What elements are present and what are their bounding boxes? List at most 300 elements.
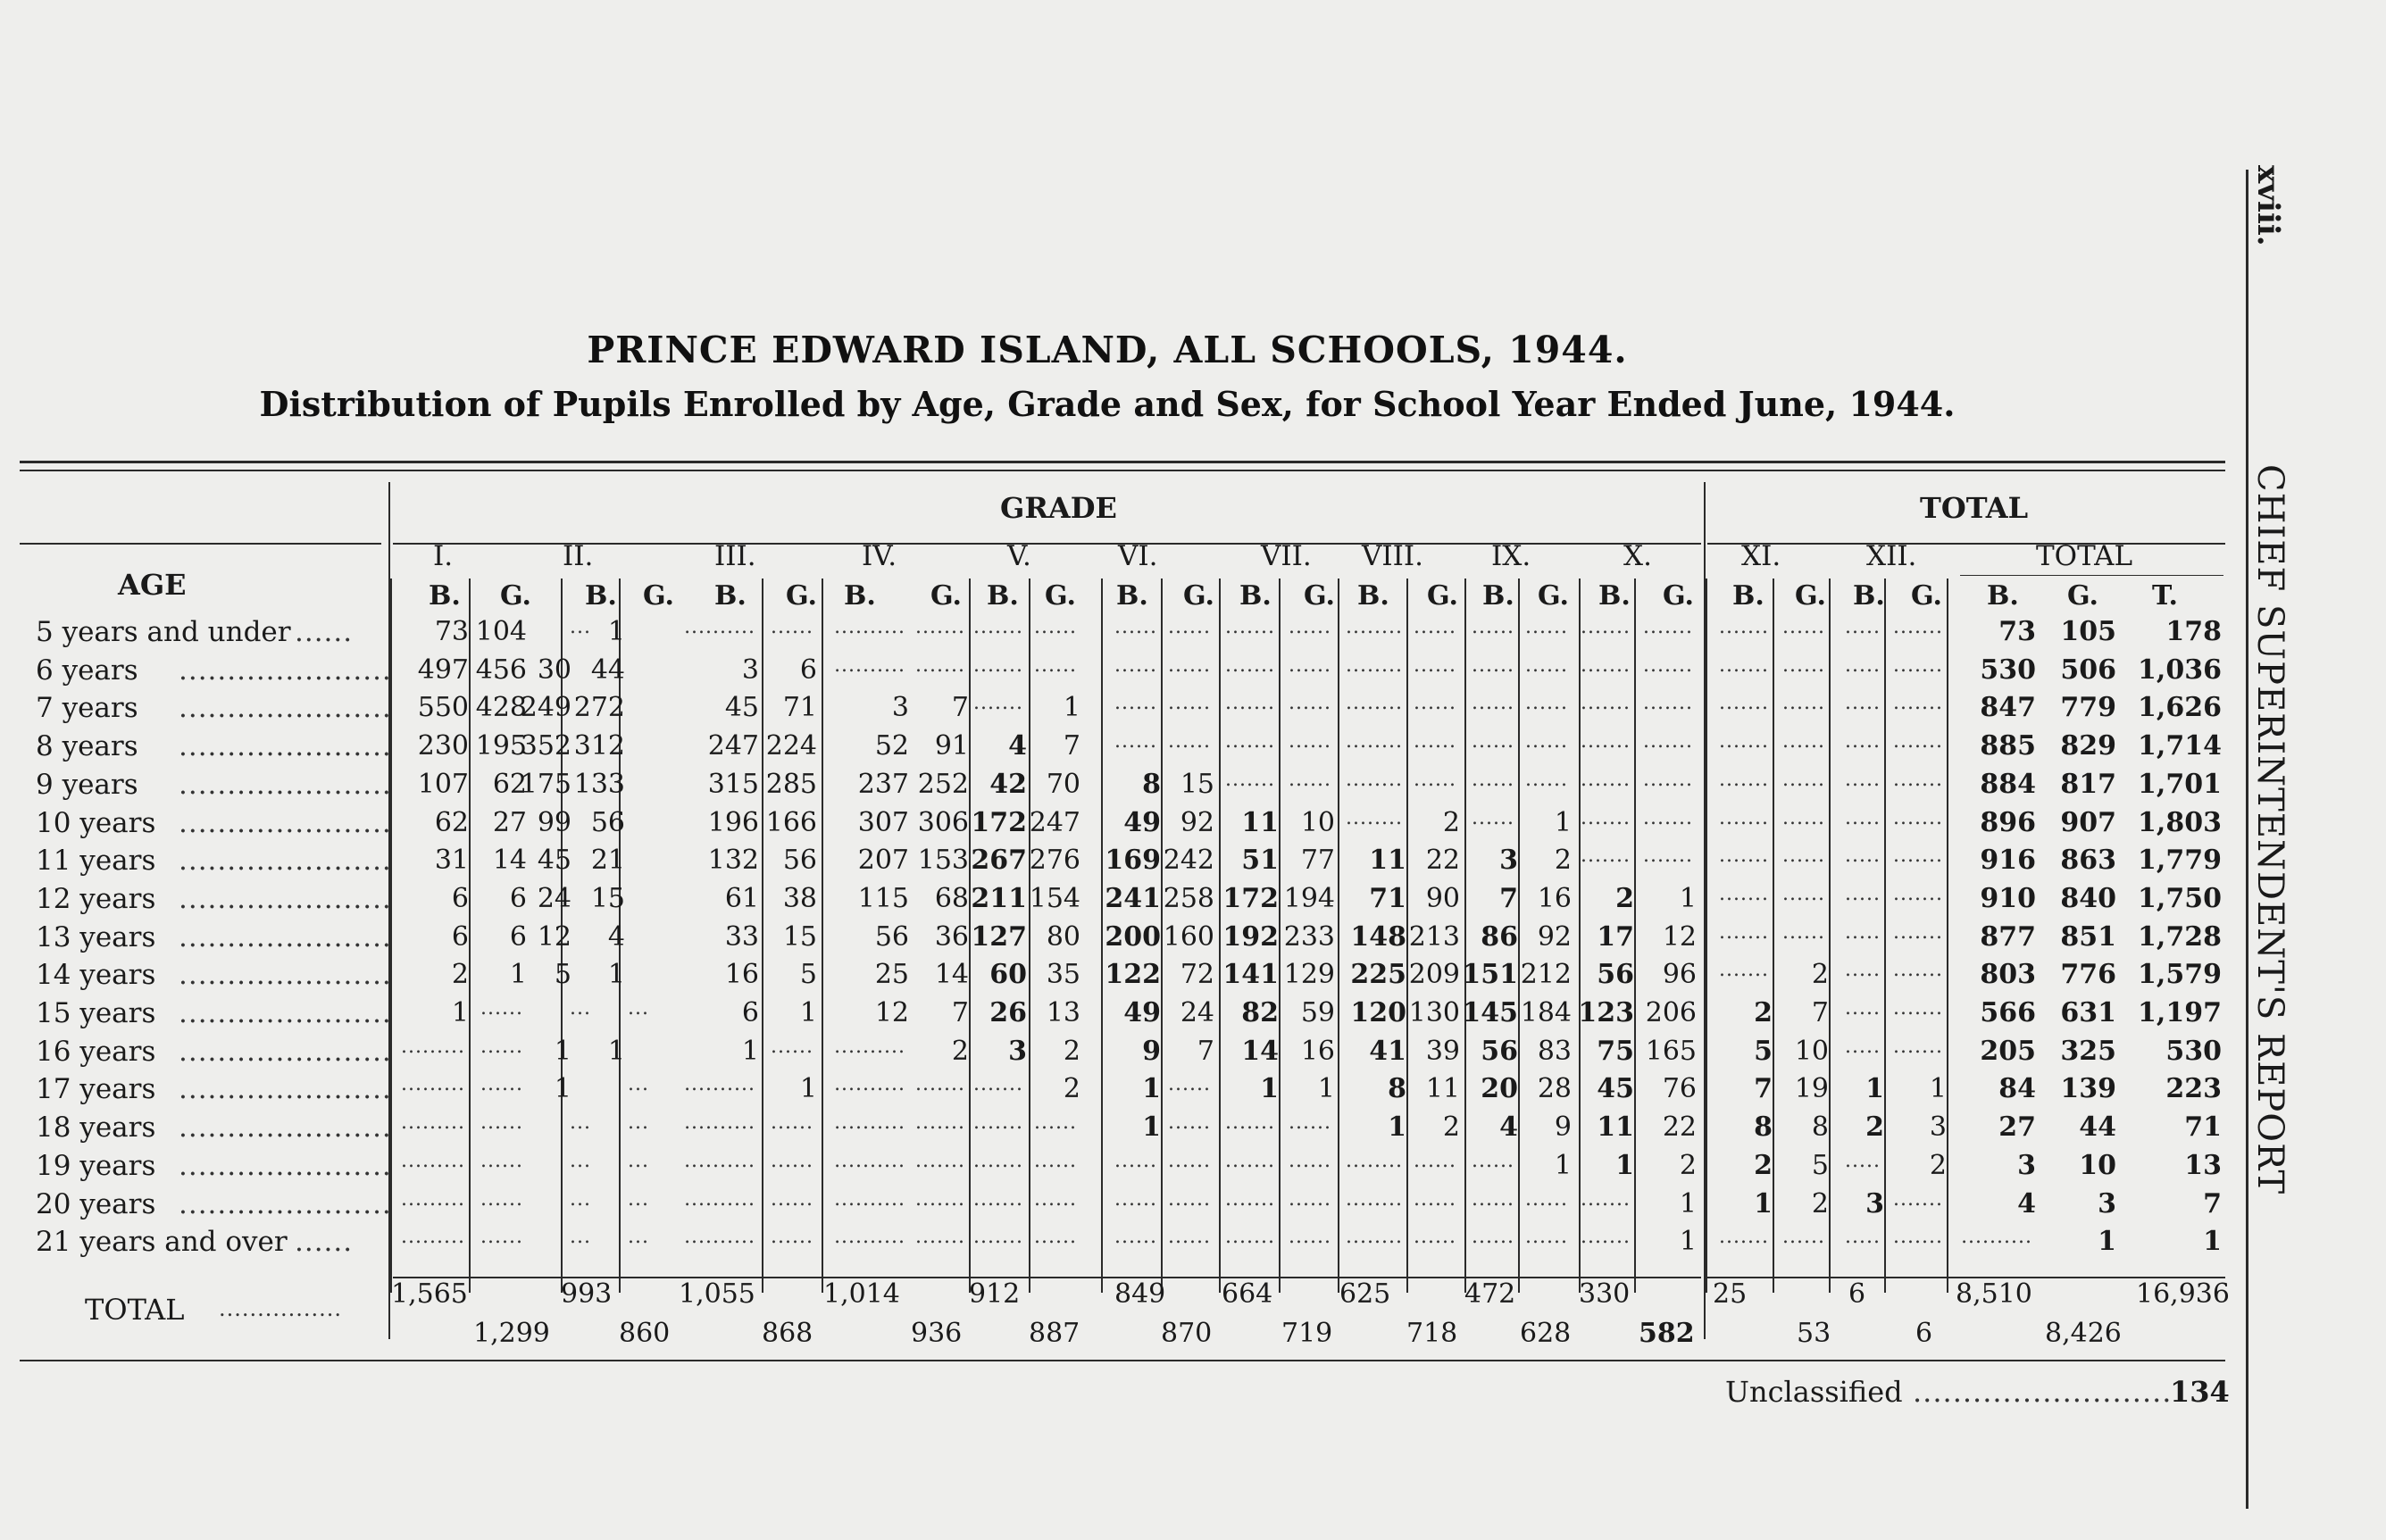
table-cell: 24: [1180, 997, 1214, 1028]
table-cell: 1: [1388, 1111, 1406, 1143]
table-cell: 1: [1754, 1188, 1773, 1220]
total-upper: 1,014: [823, 1278, 900, 1310]
grade-header: GRADE: [1000, 491, 1117, 525]
table-cell: 2: [1865, 1111, 1884, 1143]
table-cell: 803: [1980, 959, 2036, 990]
table-cell: 27: [1998, 1111, 2036, 1143]
table-cell: 3: [891, 692, 909, 723]
empty-cell: ......: [1289, 1111, 1331, 1134]
table-cell: 896: [1980, 807, 2036, 838]
table-cell: 776: [2060, 959, 2116, 990]
empty-cell: ...: [570, 1188, 591, 1211]
age-label: 9 years: [36, 769, 138, 801]
table-cell: 2: [1754, 997, 1773, 1028]
empty-cell: ........: [1346, 654, 1403, 677]
empty-cell: .......: [973, 1188, 1023, 1211]
empty-cell: ......: [1782, 921, 1825, 944]
empty-cell: .......: [1581, 692, 1631, 714]
table-cell: 530: [2165, 1036, 2222, 1067]
empty-cell: .......: [973, 616, 1023, 638]
table-cell: 120: [1350, 997, 1406, 1028]
empty-cell: ...: [570, 1111, 591, 1134]
table-cell: 7: [1063, 730, 1080, 762]
total-header: TOTAL: [1920, 491, 2029, 525]
empty-cell: ......: [1525, 769, 1568, 791]
table-cell: 247: [1029, 807, 1080, 838]
table-cell: 276: [1029, 845, 1080, 876]
table-cell: 71: [782, 692, 817, 723]
empty-cell: ..........: [684, 1150, 755, 1172]
total-upper: 1,055: [679, 1278, 755, 1310]
table-cell: 851: [2060, 921, 2116, 953]
total-lower: 719: [1281, 1318, 1333, 1349]
table-cell: 49: [1123, 807, 1161, 838]
table-cell: 209: [1408, 959, 1460, 990]
table-cell: 6: [451, 883, 469, 914]
table-title: PRINCE EDWARD ISLAND, ALL SCHOOLS, 1944.: [587, 329, 1628, 371]
empty-cell: ..........: [684, 616, 755, 638]
table-cell: 315: [707, 769, 759, 800]
empty-cell: ........: [1346, 730, 1403, 753]
empty-cell: .......: [1893, 921, 1943, 944]
empty-cell: ......: [1525, 1226, 1568, 1248]
empty-cell: .......: [1893, 769, 1943, 791]
grade-label-9: IX.: [1491, 540, 1531, 572]
empty-cell: .......: [1893, 730, 1943, 753]
table-cell: 907: [2060, 807, 2116, 838]
empty-cell: .......: [1225, 1188, 1275, 1211]
table-cell: 206: [1645, 997, 1697, 1028]
column-header: B.: [1853, 580, 1885, 612]
empty-cell: ........: [1346, 616, 1403, 638]
empty-cell: .......: [1643, 692, 1693, 714]
empty-cell: ...: [628, 997, 649, 1020]
age-label: 12 years: [36, 883, 156, 915]
side-rule: [2246, 170, 2248, 1509]
table-cell: 1: [607, 959, 625, 990]
table-cell: 71: [2184, 1111, 2222, 1143]
empty-cell: .....: [1845, 616, 1881, 638]
table-cell: 22: [1425, 845, 1460, 876]
table-cell: 27: [492, 807, 527, 838]
table-cell: 129: [1283, 959, 1335, 990]
empty-cell: ......: [1289, 692, 1331, 714]
empty-cell: .......: [1893, 692, 1943, 714]
age-header-rule: [20, 543, 381, 545]
table-cell: 20: [1481, 1073, 1518, 1104]
table-cell: 2: [1754, 1150, 1773, 1181]
empty-cell: ......: [1782, 730, 1825, 753]
grade-label-5: V.: [1007, 540, 1031, 572]
empty-cell: .......: [973, 692, 1023, 714]
empty-cell: ......: [1782, 845, 1825, 867]
empty-cell: ......: [1168, 1150, 1211, 1172]
table-cell: 4: [2017, 1188, 2036, 1220]
table-cell: 82: [1241, 997, 1279, 1028]
total-lower: 1,299: [473, 1318, 550, 1349]
table-cell: 115: [857, 883, 909, 914]
table-cell: 26: [989, 997, 1027, 1028]
empty-cell: ......: [1472, 807, 1514, 829]
table-cell: 172: [1222, 883, 1279, 914]
empty-cell: .......: [1719, 807, 1769, 829]
table-cell: 72: [1180, 959, 1214, 990]
grid-line: [1829, 579, 1831, 1293]
total-lower: 718: [1406, 1318, 1458, 1349]
table-cell: 127: [971, 921, 1027, 953]
empty-cell: ......: [1782, 1226, 1825, 1248]
empty-cell: ......: [1289, 654, 1331, 677]
column-header: G.: [930, 580, 962, 612]
table-cell: 62: [434, 807, 469, 838]
grid-line: [1884, 579, 1886, 1293]
table-cell: 1: [1865, 1073, 1884, 1104]
empty-cell: .......: [1581, 845, 1631, 867]
table-cell: 7: [1197, 1036, 1214, 1067]
table-cell: 1,701: [2138, 769, 2222, 800]
empty-cell: ......: [1168, 1111, 1211, 1134]
age-label: 16 years: [36, 1036, 156, 1068]
table-cell: 5: [799, 959, 817, 990]
table-cell: 62: [492, 769, 527, 800]
empty-cell: ......: [771, 1188, 813, 1211]
empty-cell: ......: [1414, 1226, 1456, 1248]
empty-cell: ........: [1346, 807, 1403, 829]
empty-cell: ......: [1414, 654, 1456, 677]
total-upper: 849: [1114, 1278, 1166, 1310]
column-header: B.: [1732, 580, 1764, 612]
empty-cell: ......: [1472, 1188, 1514, 1211]
empty-cell: .......: [1643, 616, 1693, 638]
grade-label-3: III.: [714, 540, 756, 572]
table-cell: 8: [1142, 769, 1161, 800]
age-dots: ......: [295, 616, 354, 648]
table-cell: 884: [1980, 769, 2036, 800]
empty-cell: ...: [570, 616, 591, 638]
table-cell: 73: [1998, 616, 2036, 647]
table-cell: 44: [590, 654, 625, 686]
table-cell: 1: [1929, 1073, 1947, 1104]
table-cell: 44: [2079, 1111, 2116, 1143]
column-header: G.: [1304, 580, 1335, 612]
empty-cell: ......: [1289, 769, 1331, 791]
table-cell: 15: [1180, 769, 1214, 800]
table-cell: 151: [1462, 959, 1518, 990]
page-number: xviii.: [2250, 165, 2286, 246]
total-lower: 870: [1161, 1318, 1213, 1349]
empty-cell: ......: [1472, 769, 1514, 791]
table-cell: 39: [1425, 1036, 1460, 1067]
age-label: 21 years and over: [36, 1226, 288, 1258]
table-cell: 14: [934, 959, 969, 990]
empty-cell: .......: [1225, 1150, 1275, 1172]
table-cell: 631: [2060, 997, 2116, 1028]
table-cell: 4: [1008, 730, 1027, 762]
table-cell: 1: [1260, 1073, 1279, 1104]
table-cell: 28: [1537, 1073, 1572, 1104]
empty-cell: ..........: [1961, 1226, 2032, 1248]
table-cell: 61: [724, 883, 759, 914]
empty-cell: ......: [1114, 1226, 1157, 1248]
empty-cell: ......: [771, 1111, 813, 1134]
empty-cell: .....: [1845, 959, 1881, 981]
empty-cell: ......: [1168, 1226, 1211, 1248]
table-cell: 1: [1679, 1188, 1697, 1220]
table-cell: 2: [451, 959, 469, 990]
table-cell: 16: [724, 959, 759, 990]
age-dots: ......................: [179, 921, 392, 953]
empty-cell: .......: [973, 654, 1023, 677]
empty-cell: ......: [1472, 730, 1514, 753]
empty-cell: ......: [1114, 692, 1157, 714]
table-cell: 192: [1222, 921, 1279, 953]
total-lower: 6: [1915, 1318, 1933, 1349]
table-cell: 1: [1317, 1073, 1335, 1104]
column-header: G.: [1911, 580, 1942, 612]
table-cell: 847: [1980, 692, 2036, 723]
table-cell: 30: [537, 654, 571, 686]
table-cell: 83: [1537, 1036, 1572, 1067]
table-cell: 11: [1425, 1073, 1460, 1104]
table-cell: 1: [1142, 1111, 1161, 1143]
table-cell: 2: [1615, 883, 1634, 914]
total-lower: 936: [911, 1318, 963, 1349]
table-cell: 1: [1063, 692, 1080, 723]
empty-cell: ......: [1472, 1226, 1514, 1248]
table-cell: 91: [934, 730, 969, 762]
table-cell: 252: [917, 769, 969, 800]
table-cell: 200: [1105, 921, 1161, 953]
table-cell: 13: [1046, 997, 1080, 1028]
empty-cell: ......: [1168, 654, 1211, 677]
grade-label-1: I.: [433, 540, 454, 572]
table-cell: 1: [799, 1073, 817, 1104]
empty-cell: .......: [1719, 845, 1769, 867]
table-cell: 6: [799, 654, 817, 686]
empty-cell: ......: [1168, 730, 1211, 753]
table-cell: 12: [874, 997, 909, 1028]
table-cell: 910: [1980, 883, 2036, 914]
empty-cell: .....: [1845, 1226, 1881, 1248]
empty-cell: ......: [1414, 616, 1456, 638]
empty-cell: ..........: [684, 1188, 755, 1211]
table-cell: 1,036: [2138, 654, 2222, 686]
table-top-rule-2: [20, 470, 2225, 471]
table-cell: 184: [1520, 997, 1572, 1028]
table-cell: 1: [1554, 807, 1572, 838]
age-label: 8 years: [36, 730, 138, 762]
empty-cell: ..........: [834, 1073, 905, 1095]
unclassified-label: Unclassified: [1725, 1375, 1903, 1409]
empty-cell: .......: [1893, 616, 1943, 638]
table-cell: 139: [2060, 1073, 2116, 1104]
table-cell: 31: [434, 845, 469, 876]
column-header: B.: [585, 580, 617, 612]
table-cell: 196: [707, 807, 759, 838]
empty-cell: ..........: [684, 1111, 755, 1134]
empty-cell: .....: [1845, 692, 1881, 714]
table-cell: 56: [874, 921, 909, 953]
grade-label-4: IV.: [862, 540, 897, 572]
table-cell: 212: [1520, 959, 1572, 990]
empty-cell: ......: [480, 1036, 523, 1058]
empty-cell: ......: [1414, 769, 1456, 791]
table-cell: 2: [1442, 807, 1460, 838]
table-cell: 3: [2098, 1188, 2116, 1220]
empty-cell: .....: [1845, 997, 1881, 1020]
table-cell: 90: [1425, 883, 1460, 914]
table-cell: 2: [1442, 1111, 1460, 1143]
table-cell: 225: [1350, 959, 1406, 990]
total-upper: 625: [1339, 1278, 1391, 1310]
empty-cell: .......: [1225, 769, 1275, 791]
table-cell: 41: [1369, 1036, 1406, 1067]
age-label: 6 years: [36, 654, 138, 687]
table-cell: 1,197: [2138, 997, 2222, 1028]
empty-cell: .....: [1845, 1150, 1881, 1172]
empty-cell: .....: [1845, 730, 1881, 753]
table-cell: 33: [724, 921, 759, 953]
empty-cell: ......: [1472, 616, 1514, 638]
age-dots: ......................: [179, 730, 392, 762]
empty-cell: .........: [401, 1073, 465, 1095]
total-upper: 912: [969, 1278, 1021, 1310]
table-cell: 1: [607, 616, 625, 647]
table-cell: 96: [1662, 959, 1697, 990]
table-cell: 175: [520, 769, 571, 800]
empty-cell: ......: [1034, 616, 1077, 638]
age-dots: ......................: [179, 959, 392, 991]
grid-line: [1773, 579, 1774, 1293]
empty-cell: ...: [628, 1073, 649, 1095]
table-cell: 52: [874, 730, 909, 762]
table-cell: 8: [1388, 1073, 1406, 1104]
column-header: B.: [1357, 580, 1389, 612]
empty-cell: .......: [1581, 1188, 1631, 1211]
empty-cell: .......: [1893, 654, 1943, 677]
table-cell: 16: [1537, 883, 1572, 914]
column-header: B.: [1987, 580, 2019, 612]
empty-cell: ......: [1114, 654, 1157, 677]
empty-cell: .......: [915, 654, 965, 677]
empty-cell: ......: [1472, 654, 1514, 677]
table-cell: 230: [417, 730, 469, 762]
empty-cell: ......: [1289, 1188, 1331, 1211]
table-cell: 1: [1142, 1073, 1161, 1104]
table-cell: 73: [434, 616, 469, 647]
table-cell: 237: [857, 769, 909, 800]
empty-cell: .......: [1719, 730, 1769, 753]
empty-cell: .......: [1225, 692, 1275, 714]
empty-cell: .......: [1225, 1226, 1275, 1248]
age-dots: ......: [295, 1226, 354, 1258]
age-label: 20 years: [36, 1188, 156, 1220]
column-header: B.: [1482, 580, 1514, 612]
empty-cell: .......: [1719, 654, 1769, 677]
empty-cell: .......: [915, 1073, 965, 1095]
table-cell: 7: [1754, 1073, 1773, 1104]
grade-label-6: VI.: [1118, 540, 1158, 572]
table-subtitle: Distribution of Pupils Enrolled by Age, Grade and Sex, for School Year Ended June, 1944.: [259, 384, 1956, 424]
column-header: B.: [429, 580, 461, 612]
empty-cell: ......: [1525, 616, 1568, 638]
table-cell: 11: [1369, 845, 1406, 876]
table-cell: 45: [537, 845, 571, 876]
table-cell: 1: [1615, 1150, 1634, 1181]
table-cell: 1,728: [2138, 921, 2222, 953]
table-cell: 272: [573, 692, 625, 723]
empty-cell: .........: [401, 1111, 465, 1134]
total-upper: 6: [1848, 1278, 1866, 1310]
empty-cell: ......: [1114, 730, 1157, 753]
table-cell: 7: [2203, 1188, 2222, 1220]
table-cell: 105: [2060, 616, 2116, 647]
table-cell: 1: [1679, 1226, 1697, 1257]
empty-cell: ..........: [834, 1150, 905, 1172]
empty-cell: ......: [1289, 1226, 1331, 1248]
total-lower: 53: [1797, 1318, 1831, 1349]
table-cell: 3: [1499, 845, 1518, 876]
table-cell: 104: [475, 616, 527, 647]
age-label: 17 years: [36, 1073, 156, 1105]
table-cell: 205: [1980, 1036, 2036, 1067]
table-cell: 15: [590, 883, 625, 914]
table-cell: 817: [2060, 769, 2116, 800]
empty-cell: .......: [1893, 997, 1943, 1020]
table-cell: 42: [989, 769, 1027, 800]
table-cell: 1,579: [2138, 959, 2222, 990]
empty-cell: ..........: [684, 1226, 755, 1248]
total-lower: 868: [762, 1318, 813, 1349]
table-cell: 51: [1241, 845, 1279, 876]
age-dots: ......................: [179, 1073, 392, 1105]
column-header: B.: [1598, 580, 1631, 612]
table-cell: 14: [1241, 1036, 1279, 1067]
empty-cell: ........: [1346, 692, 1403, 714]
table-cell: 2: [1063, 1036, 1080, 1067]
total-upper: 8,510: [1956, 1278, 2032, 1310]
table-cell: 877: [1980, 921, 2036, 953]
table-cell: 92: [1180, 807, 1214, 838]
column-header: B.: [844, 580, 876, 612]
empty-cell: .......: [915, 616, 965, 638]
table-cell: 7: [1811, 997, 1829, 1028]
empty-cell: ......: [1525, 1188, 1568, 1211]
table-cell: 1: [607, 1036, 625, 1067]
table-cell: 1: [2098, 1226, 2116, 1257]
empty-cell: .......: [1581, 769, 1631, 791]
unclassified-value: 134: [2170, 1375, 2230, 1409]
table-cell: 1: [554, 1036, 571, 1067]
empty-cell: .......: [1225, 730, 1275, 753]
age-label: 5 years and under: [36, 616, 291, 648]
total-lower: 628: [1520, 1318, 1572, 1349]
age-dots: ......................: [179, 1150, 392, 1182]
table-cell: 194: [1283, 883, 1335, 914]
table-cell: 38: [782, 883, 817, 914]
empty-cell: ......: [1782, 769, 1825, 791]
empty-cell: ......: [1168, 1188, 1211, 1211]
age-dots: ......................: [179, 997, 392, 1029]
empty-cell: .......: [1581, 1226, 1631, 1248]
grade-label-11: XI.: [1741, 540, 1781, 572]
table-cell: 352: [520, 730, 571, 762]
table-cell: 15: [782, 921, 817, 953]
table-cell: 11: [1597, 1111, 1634, 1143]
table-cell: 160: [1163, 921, 1214, 953]
empty-cell: .......: [1225, 1111, 1275, 1134]
table-cell: 1: [509, 959, 527, 990]
